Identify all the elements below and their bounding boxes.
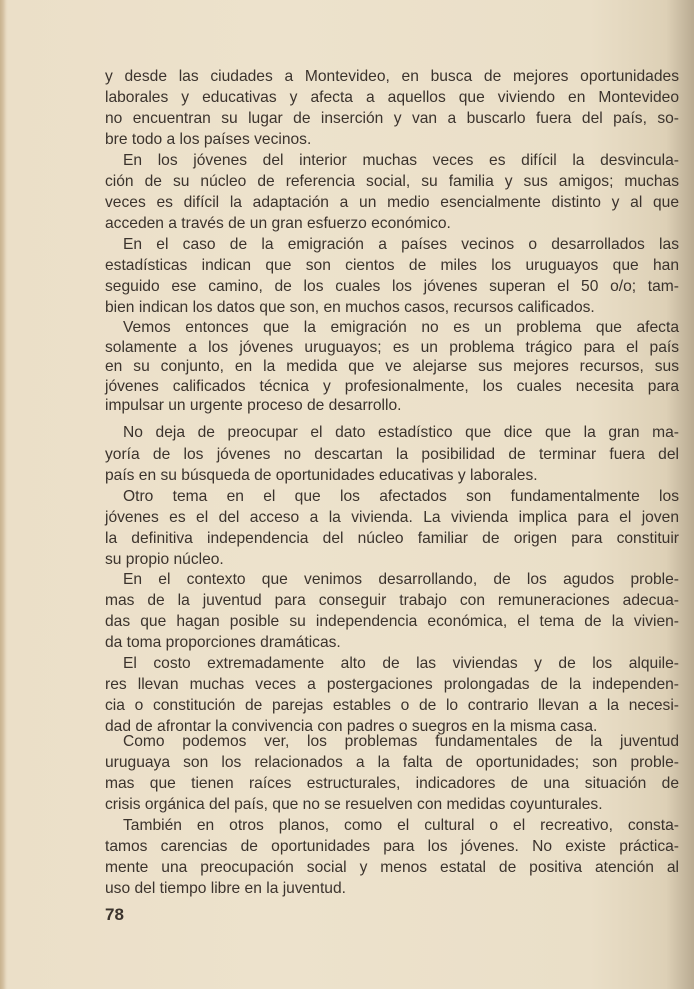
text-line: laborales y educativas y afecta a aquellos que viviendo en Montevideo <box>105 89 679 106</box>
text-line: tamos carencias de oportunidades para los jóvenes. No existe práctica- <box>105 838 679 855</box>
text-line: jóvenes calificados técnica y profesionalmente, los cuales necesita para <box>105 377 679 395</box>
text-line: impulsar un urgente proceso de desarrollo. <box>105 397 402 414</box>
paragraph <box>105 234 679 318</box>
text-line: das que hagan posible su independencia económica, el tema de la vivien- <box>105 613 679 630</box>
text-line: Otro tema en el que los afectados son fundamentalmente los <box>123 488 679 505</box>
text-line: En los jóvenes del interior muchas veces es difícil la desvincula- <box>123 152 679 169</box>
paragraph <box>105 150 679 234</box>
text-line: En el contexto que venimos desarrollando, de los agudos proble- <box>123 571 679 588</box>
page-edge-shadow <box>0 0 6 989</box>
text-line: en su conjunto, en la medida que ve alejarse sus mejores recursos, sus <box>105 358 679 375</box>
text-line: Como podemos ver, los problemas fundamentales de la juventud <box>123 733 679 750</box>
text-line: uruguaya son los relacionados a la falta de oportunidades; son proble- <box>105 754 679 771</box>
text-line: jóvenes es el del acceso a la vivienda. La vivienda implica para el joven <box>105 509 679 526</box>
text-line: yoría de los jóvenes no descartan la posibilidad de terminar fuera del <box>105 445 679 463</box>
paragraph <box>105 66 679 150</box>
text-line: veces es difícil la adaptación a un medio esencialmente distinto y al que <box>105 194 679 211</box>
paragraph <box>105 653 679 737</box>
text-line: uso del tiempo libre en la juventud. <box>105 880 346 897</box>
text-line: no encuentran su lugar de inserción y van a buscarlo fuera del país, so- <box>105 110 679 127</box>
paragraph <box>105 486 679 570</box>
text-line: seguido ese camino, de los cuales los jóvenes superan el 50 o/o; tam- <box>105 278 679 295</box>
text-line: su propio núcleo. <box>105 551 224 568</box>
paragraph <box>105 318 679 416</box>
text-line: mente una preocupación social y menos estatal de positiva atención al <box>105 859 679 876</box>
text-line: res llevan muchas veces a postergaciones prolongadas de la independen- <box>105 676 679 693</box>
text-line: estadísticas indican que son cientos de miles los uruguayos que han <box>105 257 679 274</box>
text-line: solamente a los jóvenes uruguayos; es un problema trágico para el país <box>105 338 679 356</box>
text-line: No deja de preocupar el dato estadístico que dice que la gran ma- <box>123 424 679 441</box>
text-line: También en otros planos, como el cultural o el recreativo, consta- <box>123 817 679 834</box>
text-line: cia o constitución de parejas estables o de lo contrario llevan a la necesi- <box>105 697 679 714</box>
text-line: bre todo a los países vecinos. <box>105 131 312 148</box>
text-line: ción de su núcleo de referencia social, su familia y sus amigos; muchas <box>105 173 679 190</box>
text-line: país en su búsqueda de oportunidades educativas y laborales. <box>105 467 538 484</box>
text-line: El costo extremadamente alto de las viviendas y de los alquile- <box>123 655 679 672</box>
text-line: mas de la juventud para conseguir trabajo con remuneraciones adecua- <box>105 592 679 609</box>
page-number: 78 <box>105 905 124 924</box>
text-line: la definitiva independencia del núcleo familiar de origen para constituir <box>105 530 679 547</box>
text-line: dad de afrontar la convivencia con padres o suegros en la misma casa. <box>105 718 598 735</box>
paragraph <box>105 815 679 899</box>
text-line: mas que tienen raíces estructurales, indicadores de una situación de <box>105 775 679 792</box>
text-line: bien indican los datos que son, en muchos casos, recursos calificados. <box>105 299 595 316</box>
text-line: crisis orgánica del país, que no se resuelven con medidas coyunturales. <box>105 796 603 813</box>
text-line: da toma proporciones dramáticas. <box>105 634 341 651</box>
text-line: Vemos entonces que la emigración no es un problema que afecta <box>123 319 679 336</box>
text-line: En el caso de la emigración a países vecinos o desarrollados las <box>123 236 679 253</box>
paragraph <box>105 422 679 487</box>
paragraph <box>105 731 679 815</box>
text-line: acceden a través de un gran esfuerzo económico. <box>105 215 451 232</box>
paragraph <box>105 569 679 653</box>
text-line: y desde las ciudades a Montevideo, en busca de mejores oportunidades <box>105 68 679 85</box>
